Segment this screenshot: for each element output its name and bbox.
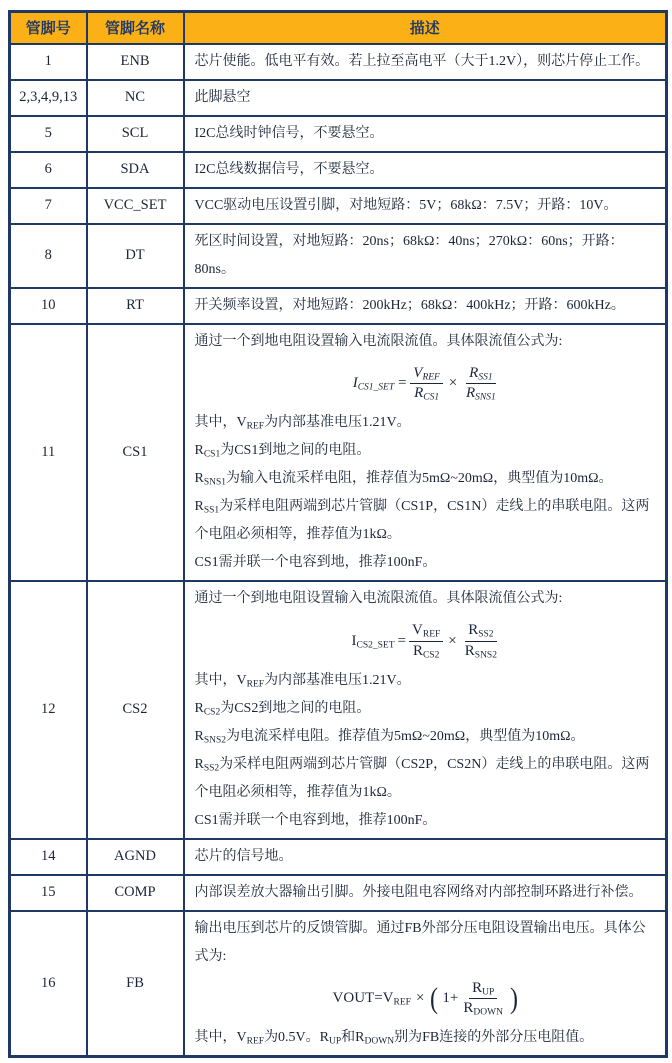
- pin-name-cell: ENB: [87, 44, 184, 80]
- desc-line: VCC驱动电压设置引脚，对地短路：5V；68kΩ：7.5V；开路：10V。: [194, 197, 618, 213]
- pin-name-cell: SDA: [87, 152, 184, 188]
- pin-number-cell: 11: [10, 324, 87, 582]
- pin-description-cell: [184, 116, 667, 152]
- fraction: [410, 364, 443, 404]
- table-row: [10, 324, 667, 582]
- pin-number-cell: 7: [10, 188, 87, 224]
- fraction-denominator: $R_{CS2}$: [412, 642, 440, 661]
- pin-description-cell: [184, 80, 667, 116]
- pin-name-cell: COMP: [87, 875, 184, 911]
- table-row: [10, 152, 667, 188]
- pin-name-cell: FB: [87, 911, 184, 1057]
- fraction-denominator: $R_{DOWN}$: [463, 1000, 503, 1018]
- pin-name-cell: NC: [87, 80, 184, 116]
- pin-name-cell: AGND: [87, 839, 184, 875]
- fraction: [462, 621, 500, 661]
- multiply-sign: ×: [447, 375, 458, 391]
- fraction: [463, 364, 499, 404]
- desc-line: 芯片使能。低电平有效。若上拉至高电平（大于1.2V），则芯片停止工作。: [194, 53, 650, 69]
- table-row: [10, 80, 667, 116]
- desc-line: 其中，$V_{REF}$为内部基准电压1.21V。: [194, 415, 411, 432]
- desc-line: 通过一个到地电阻设置输入电流限流值。具体限流值公式为:: [194, 333, 563, 349]
- desc-line: 通过一个到地电阻设置输入电流限流值。具体限流值公式为:: [194, 591, 563, 606]
- pin-description-cell: [184, 152, 667, 188]
- multiply-sign: ×: [448, 632, 457, 649]
- header-row: [10, 12, 667, 44]
- open-paren: (: [430, 981, 439, 1015]
- close-paren: ): [509, 981, 518, 1015]
- pin-description-cell: [184, 188, 667, 224]
- fraction-numerator: $R_{SS1}$: [466, 364, 495, 385]
- desc-line: I2C总线时钟信号，不要悬空。: [194, 125, 384, 141]
- pin-table-body: [10, 44, 667, 1057]
- pin-number-cell: 16: [10, 911, 87, 1057]
- table-row: [10, 875, 667, 911]
- table-row: [10, 116, 667, 152]
- pin-description-cell: [184, 224, 667, 288]
- desc-line: CS1需并联一个电容到地，推荐100nF。: [194, 812, 437, 828]
- pin-name-cell: RT: [87, 288, 184, 324]
- pin-number-cell: 6: [10, 152, 87, 188]
- desc-line: 死区时间设置，对地短路：20ns；68kΩ：40ns；270kΩ：60ns；开路：80ns。: [194, 233, 624, 277]
- desc-line: I2C总线数据信号，不要悬空。: [194, 161, 384, 177]
- table-row: [10, 224, 667, 288]
- cs1-current-limit-formula: $I_{CS1\_SET}$ = $\frac{V_{REF}}{R_{CS1}}$ × $\frac{R_{SS1}}{R_{SNS1}}$: [195, 364, 658, 404]
- desc-line: $R_{SNS2}$为电流采样电阻。推荐值为5mΩ~20mΩ，典型值为10mΩ。: [194, 728, 585, 745]
- pin-number-cell: 12: [10, 581, 87, 839]
- pin-name-cell: SCL: [87, 116, 184, 152]
- table-row: [10, 288, 667, 324]
- pin-number-cell: 2,3,4,9,13: [10, 80, 87, 116]
- pin-name-cell: CS1: [87, 324, 184, 582]
- pin-description-cell: [184, 288, 667, 324]
- table-row: [10, 581, 667, 839]
- desc-line: 内部误差放大器输出引脚。外接电阻电容网络对内部控制环路进行补偿。: [194, 884, 643, 900]
- pin-description-cell: [184, 839, 667, 875]
- table-row: [10, 911, 667, 1057]
- fraction-denominator: $R_{CS1}$: [414, 385, 440, 403]
- desc-line: 芯片的信号地。: [194, 848, 293, 864]
- paren-content: 1+ $\frac{R_{UP}}{R_{DOWN}}$: [442, 979, 506, 1019]
- pin-description-cell: [184, 911, 667, 1057]
- table-row: [10, 44, 667, 80]
- pin-description-cell: [184, 324, 667, 582]
- pin-number-cell: 10: [10, 288, 87, 324]
- desc-line: 输出电压到芯片的反馈管脚。通过FB外部分压电阻设置输出电压。具体公式为:: [194, 920, 646, 964]
- pin-description-cell: [184, 875, 667, 911]
- pin-number-cell: 8: [10, 224, 87, 288]
- pin-description-cell: [184, 581, 667, 839]
- pin-name-cell: CS2: [87, 581, 184, 839]
- fraction-numerator: $V_{REF}$: [410, 364, 443, 385]
- fraction-numerator: $R_{UP}$: [469, 979, 497, 1000]
- multiply-sign: ×: [415, 990, 425, 1006]
- fraction-denominator: $R_{SNS2}$: [464, 642, 497, 661]
- desc-line: $R_{CS2}$为CS2到地之间的电阻。: [194, 700, 371, 717]
- pin-number-cell: 14: [10, 839, 87, 875]
- header-pin-number: 管脚号: [10, 12, 87, 44]
- pin-name-cell: VCC_SET: [87, 188, 184, 224]
- header-pin-name: 管脚名称: [87, 12, 184, 44]
- fraction: [460, 979, 506, 1019]
- pin-number-cell: 15: [10, 875, 87, 911]
- desc-line: 其中，$V_{REF}$为内部基准电压1.21V。: [194, 672, 411, 689]
- pin-name-cell: DT: [87, 224, 184, 288]
- pin-description-table: [8, 10, 668, 1058]
- desc-line: $R_{SS1}$为采样电阻两端到芯片管脚（CS1P，CS1N）走线上的串联电阻。这两个电阻必须相等，推荐值为1kΩ。: [194, 499, 650, 542]
- cs2-current-limit-formula: $I_{CS2\_SET}$ = $\frac{V_{REF}}{R_{CS2}}$ × $\frac{R_{SS2}}{R_{SNS2}}$: [195, 621, 658, 661]
- pin-description-cell: [184, 44, 667, 80]
- desc-line: CS1需并联一个电容到地，推荐100nF。: [194, 555, 437, 570]
- table-row: [10, 839, 667, 875]
- desc-line: 其中，$V_{REF}$为0.5V。$R_{UP}$和$R_{DOWN}$别为FB连接的外部分压电阻值。: [194, 1030, 594, 1047]
- vout-formula: $VOUT=V_{REF}$ × ( 1+ $\frac{R_{UP}}{R_{DOWN}}$ ): [332, 979, 518, 1018]
- desc-line: 此脚悬空: [194, 89, 251, 105]
- pin-number-cell: 5: [10, 116, 87, 152]
- desc-line: $R_{CS1}$为CS1到地之间的电阻。: [194, 443, 371, 460]
- pin-number-cell: 1: [10, 44, 87, 80]
- fraction-denominator: $R_{SNS1}$: [466, 385, 496, 403]
- fraction-numerator: $V_{REF}$: [409, 621, 443, 642]
- table-row: [10, 188, 667, 224]
- desc-line: $R_{SS2}$为采样电阻两端到芯片管脚（CS2P，CS2N）走线上的串联电阻。这两个电阻必须相等，推荐值为1kΩ。: [194, 756, 650, 800]
- fraction: [409, 621, 443, 661]
- desc-line: $R_{SNS1}$为输入电流采样电阻，推荐值为5mΩ~20mΩ，典型值为10mΩ。: [194, 471, 613, 488]
- desc-line: 开关频率设置，对地短路：200kHz；68kΩ：400kHz；开路：600kHz。: [194, 297, 625, 313]
- fraction-numerator: $R_{SS2}$: [465, 621, 496, 642]
- header-description: 描述: [184, 12, 667, 44]
